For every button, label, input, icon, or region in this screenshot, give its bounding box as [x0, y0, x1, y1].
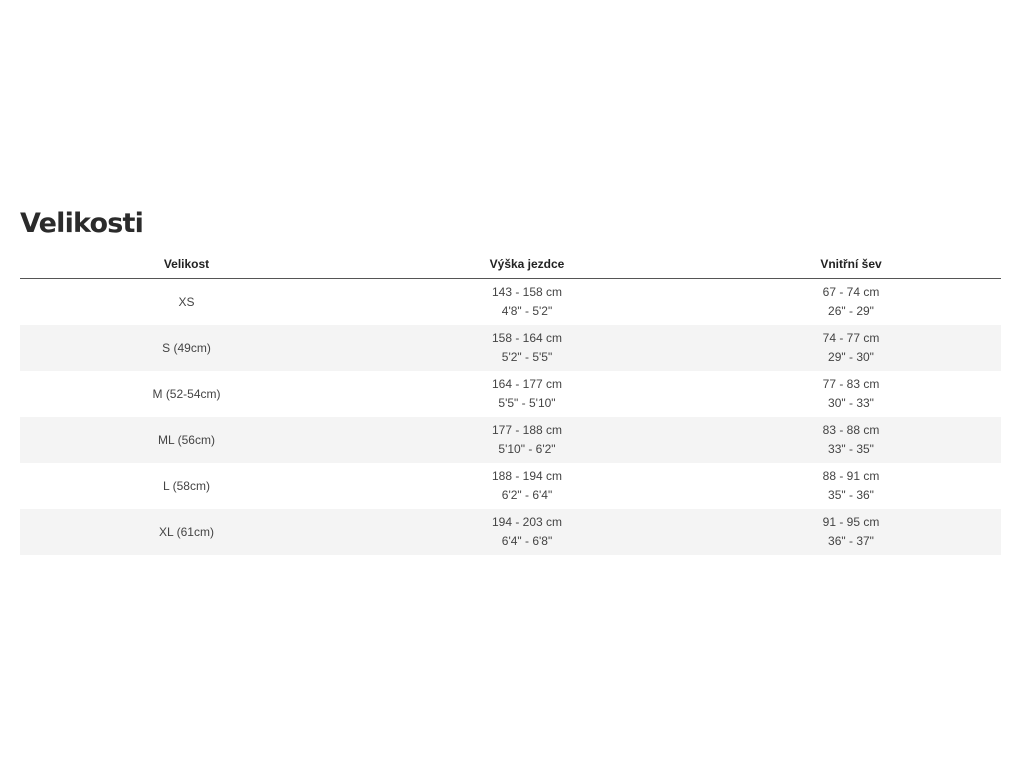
cell-rider-height	[353, 371, 701, 417]
inseam-cm: 74 - 77 cm	[822, 331, 880, 345]
cell-inseam	[701, 509, 1001, 555]
cell-rider-height	[353, 279, 701, 326]
height-ft: 6'2" - 6'4"	[501, 488, 553, 502]
size-table	[20, 249, 1001, 555]
inseam-in: 33" - 35"	[828, 442, 874, 456]
cell-rider-height	[353, 509, 701, 555]
table-header-row	[20, 249, 1001, 279]
height-ft: 4'8" - 5'2"	[501, 304, 553, 318]
height-cm: 177 - 188 cm	[491, 423, 563, 437]
table-row	[20, 417, 1001, 463]
height-cm: 158 - 164 cm	[491, 331, 563, 345]
height-cm: 143 - 158 cm	[491, 285, 563, 299]
cell-inseam	[701, 371, 1001, 417]
inseam-cm: 83 - 88 cm	[822, 423, 880, 437]
height-ft: 5'5" - 5'10"	[498, 396, 556, 410]
header-rider-height: Výška jezdce	[353, 249, 701, 279]
cell-size: S (49cm)	[20, 325, 353, 371]
cell-rider-height	[353, 417, 701, 463]
table-row	[20, 509, 1001, 555]
table-row	[20, 279, 1001, 326]
inseam-in: 29" - 30"	[828, 350, 874, 364]
height-ft: 5'10" - 6'2"	[498, 442, 556, 456]
cell-size: XL (61cm)	[20, 509, 353, 555]
inseam-in: 36" - 37"	[828, 534, 874, 548]
size-chart-section	[20, 205, 1001, 555]
header-size: Velikost	[20, 249, 353, 279]
inseam-cm: 91 - 95 cm	[822, 515, 880, 529]
height-ft: 5'2" - 5'5"	[501, 350, 553, 364]
cell-size: L (58cm)	[163, 478, 210, 493]
height-cm: 164 - 177 cm	[491, 377, 563, 391]
table-row	[20, 325, 1001, 371]
inseam-in: 30" - 33"	[828, 396, 874, 410]
cell-rider-height	[353, 463, 701, 509]
cell-inseam	[701, 325, 1001, 371]
cell-rider-height	[353, 325, 701, 371]
height-cm: 194 - 203 cm	[491, 515, 563, 529]
inseam-cm: 88 - 91 cm	[822, 469, 880, 483]
cell-size: ML (56cm)	[20, 417, 353, 463]
table-row	[20, 371, 1001, 417]
page-title: Velikosti	[20, 208, 144, 239]
inseam-in: 26" - 29"	[828, 304, 874, 318]
cell-inseam	[701, 417, 1001, 463]
height-ft: 6'4" - 6'8"	[501, 534, 553, 548]
inseam-cm: 77 - 83 cm	[822, 377, 880, 391]
height-cm: 188 - 194 cm	[491, 469, 563, 483]
header-inseam: Vnitřní šev	[701, 249, 1001, 279]
cell-inseam	[701, 463, 1001, 509]
inseam-cm: 67 - 74 cm	[822, 285, 880, 299]
cell-size: M (52-54cm)	[152, 386, 221, 401]
inseam-in: 35" - 36"	[828, 488, 874, 502]
cell-inseam	[701, 279, 1001, 326]
cell-size: XS	[178, 294, 195, 309]
table-row	[20, 463, 1001, 509]
